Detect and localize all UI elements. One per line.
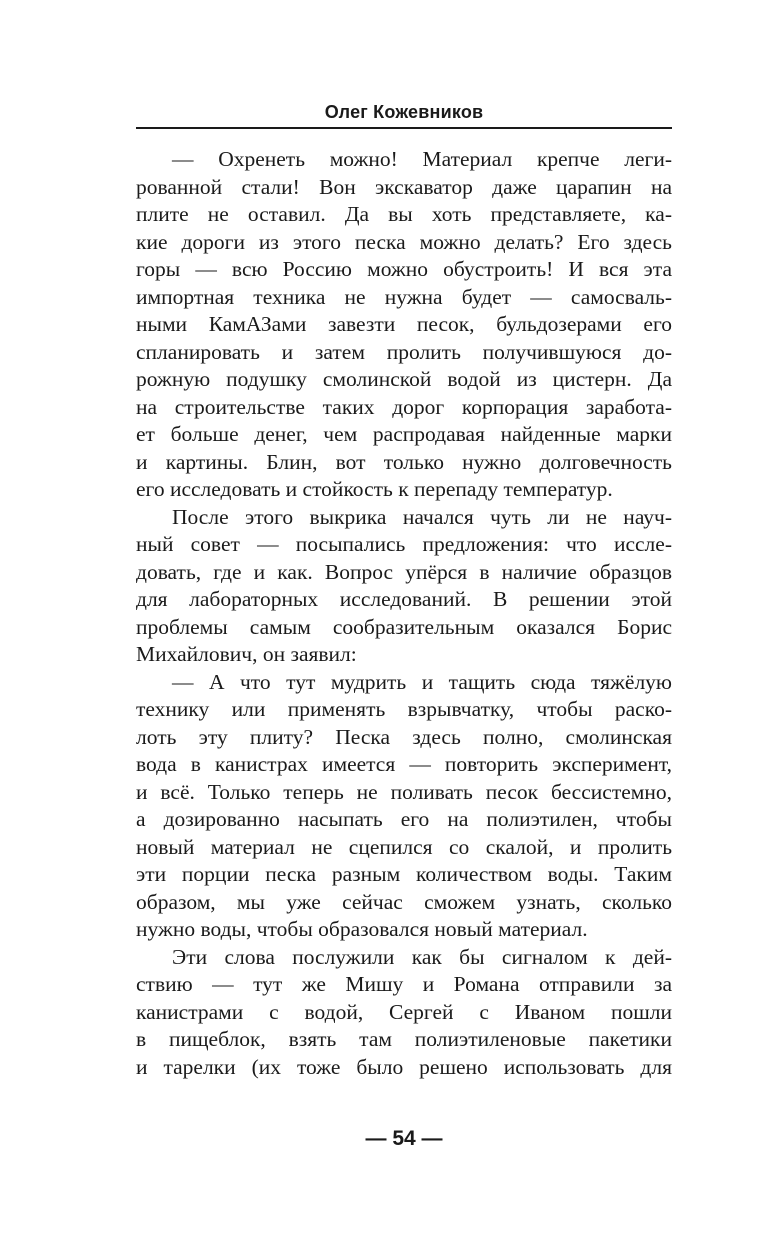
text-line: рованной стали! Вон экскаватор даже царапин на: [136, 174, 672, 199]
text-line: проблемы самым сообразительным оказался Борис: [136, 614, 672, 639]
text-line: После этого выкрика начался чуть ли не науч-: [172, 504, 672, 529]
text-line: — Охренеть можно! Материал крепче леги-: [172, 147, 672, 171]
text-line: ет больше денег, чем распродавая найденные марки: [136, 422, 672, 446]
text-line: вода в канистрах имеется — повторить эксперимент,: [136, 752, 672, 776]
paragraph-2: [136, 504, 672, 669]
text-line: рожную подушку смолинской водой из цистерн. Да: [136, 367, 672, 391]
text-line: лоть эту плиту? Песка здесь полно, смолинская: [136, 724, 672, 749]
text-line: довать, где и как. Вопрос упёрся в наличие образцов: [136, 559, 672, 584]
text-line: кие дороги из этого песка можно делать? Его здесь: [136, 229, 672, 254]
header-rule: [136, 127, 672, 129]
text-line: импортная техника не нужна будет — самосваль-: [136, 284, 672, 309]
text-line: канистрами с водой, Сергей с Иваном пошли: [136, 999, 672, 1024]
text-line: Эти слова послужили как бы сигналом к дей-: [172, 944, 672, 969]
text-line: плите не оставил. Да вы хоть представляете, ка-: [136, 202, 672, 226]
text-line: его исследовать и стойкость к перепаду температур.: [136, 477, 613, 501]
text-line: технику или применять взрывчатку, чтобы раско-: [136, 697, 672, 721]
text-line: — А что тут мудрить и тащить сюда тяжёлую: [172, 669, 672, 694]
text-line: и картины. Блин, вот только нужно долговечность: [136, 449, 672, 474]
text-line: на строительстве таких дорог корпорация заработа-: [136, 394, 672, 419]
text-line: и всё. Только теперь не поливать песок бессистемно,: [136, 779, 672, 804]
text-line: а дозированно насыпать его на полиэтилен, чтобы: [136, 807, 672, 831]
running-title: Олег Кожевников: [324, 102, 484, 122]
paragraph-1: [136, 146, 672, 504]
text-line: ствию — тут же Мишу и Романа отправили за: [136, 972, 672, 996]
text-line: ными КамАЗами завезти песок, бульдозерами его: [136, 312, 672, 336]
text-line: эти порции песка разным количеством воды. Таким: [136, 862, 672, 886]
text-line: ный совет — посыпались предложения: что иссле-: [136, 532, 672, 556]
text-line: для лабораторных исследований. В решении этой: [136, 587, 672, 611]
paragraph-4: [136, 944, 672, 1082]
body-text: [136, 146, 672, 1081]
text-line: в пищеблок, взять там полиэтиленовые пакетики: [136, 1027, 672, 1051]
text-line: спланировать и затем пролить получившуюся до-: [136, 339, 672, 364]
text-line: новый материал не сцепился со скалой, и пролить: [136, 834, 672, 859]
text-line: и тарелки (их тоже было решено использовать для: [136, 1054, 672, 1079]
text-line: нужно воды, чтобы образовался новый материал.: [136, 917, 588, 941]
text-line: горы — всю Россию можно обустроить! И вся эта: [136, 257, 672, 281]
paragraph-3: [136, 669, 672, 944]
page-number: — 54 —: [365, 1127, 443, 1150]
text-line: образом, мы уже сейчас сможем узнать, сколько: [136, 889, 672, 914]
text-line: Михайлович, он заявил:: [136, 642, 357, 666]
